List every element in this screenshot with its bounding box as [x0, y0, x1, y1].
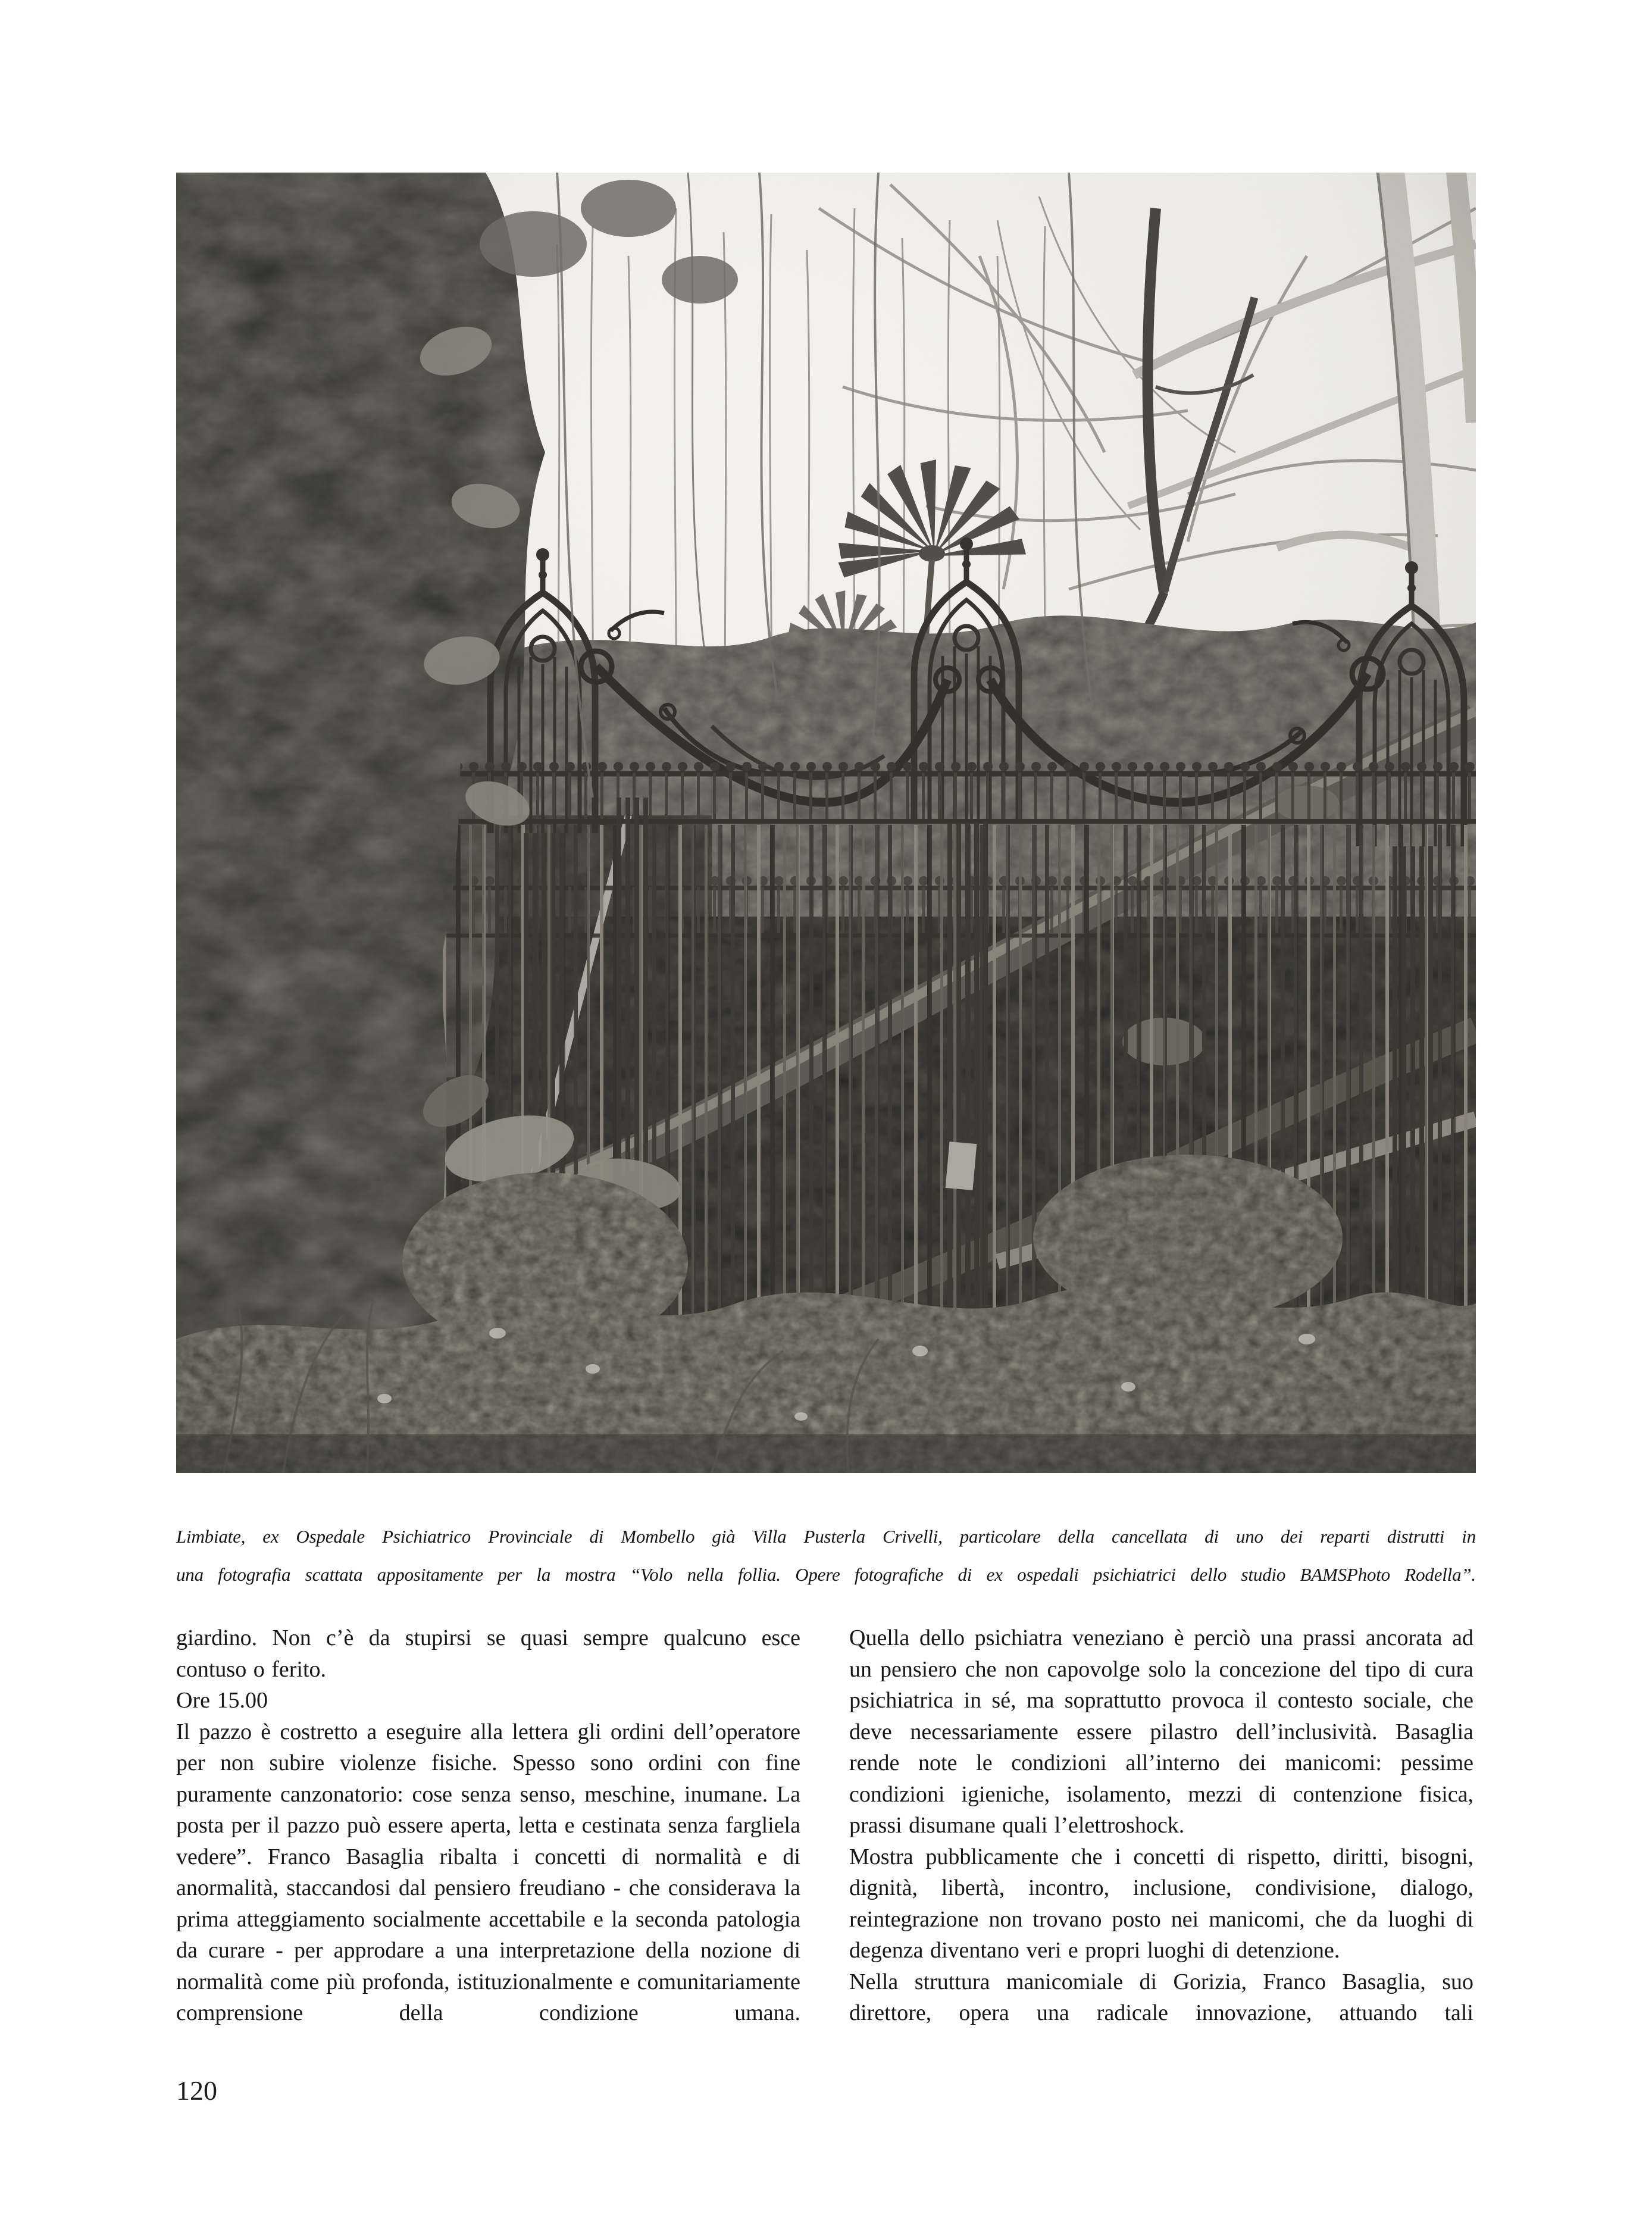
text-column-right [849, 1622, 1473, 2029]
photo-caption-line-2: una fotografia scattata appositamente per la mostra “Volo nella follia. Opere fotografiche di ex ospedali psichiatrici dello studio BAMSPhoto Rodella”. [176, 1564, 1476, 1585]
paragraph-praxis: Quella dello psichiatra veneziano è perciò una prassi ancorata ad un pensiero che non capovolge solo la concezione del tipo di cura psichiatrica in sé, ma soprattutto provoca il contesto sociale, che deve necessariamente essere pilastro dell’inclusività. Basaglia rende note le condizioni all’interno dei manicomi: pessime condizioni igieniche, isolamento, mezzi di contenzione fisica, prassi disumane quali l’elettroshock. [849, 1625, 1473, 1838]
paragraph-basaglia-normality: Il pazzo è costretto a eseguire alla lettera gli ordini dell’operatore per non subire violenze fisiche. Spesso sono ordini con fine puramente canzonatorio: cose senza senso, meschine, inumane. La posta per il pazzo può essere aperta, letta e cestinata senza fargliela vedere”. Franco Basaglia ribalta i concetti di normalità e di anormalità, staccandosi dal pensiero freudiano - che considerava la prima atteggiamento socialmente accettabile e la seconda patologia da curare - per approdare a una interpretazione della nozione di normalità come più profonda, istituzionalmente e comunitariamente comprensione della condizione umana. [176, 1719, 800, 2025]
photo-caption-line-1: Limbiate, ex Ospedale Psichiatrico Provinciale di Mombello già Villa Pusterla Crivelli, particolare della cancellata di uno dei reparti distrutti in [176, 1526, 1476, 1547]
gate-photograph-art [176, 173, 1476, 1473]
photo-caption [176, 1518, 1476, 1594]
gate-photograph [176, 173, 1476, 1473]
text-column-left [176, 1622, 800, 2029]
paragraph-public-denunciation: Mostra pubblicamente che i concetti di rispetto, diritti, bisogni, dignità, libertà, incontro, inclusione, condivisione, dialogo, reintegrazione non trovano posto nei manicomi, che da luoghi di degenza diventano veri e propri luoghi di detenzione. [849, 1844, 1473, 1963]
paragraph-continuation: giardino. Non c’è da stupirsi se quasi sempre qualcuno esce contuso o ferito. [176, 1625, 800, 1682]
paragraph-gorizia: Nella struttura manicomiale di Gorizia, Franco Basaglia, suo direttore, opera una radicale innovazione, attuando tali [849, 1969, 1473, 2025]
vignette [176, 173, 1476, 1473]
paragraph-time-heading: Ore 15.00 [176, 1688, 268, 1713]
page-number: 120 [176, 2075, 217, 2106]
